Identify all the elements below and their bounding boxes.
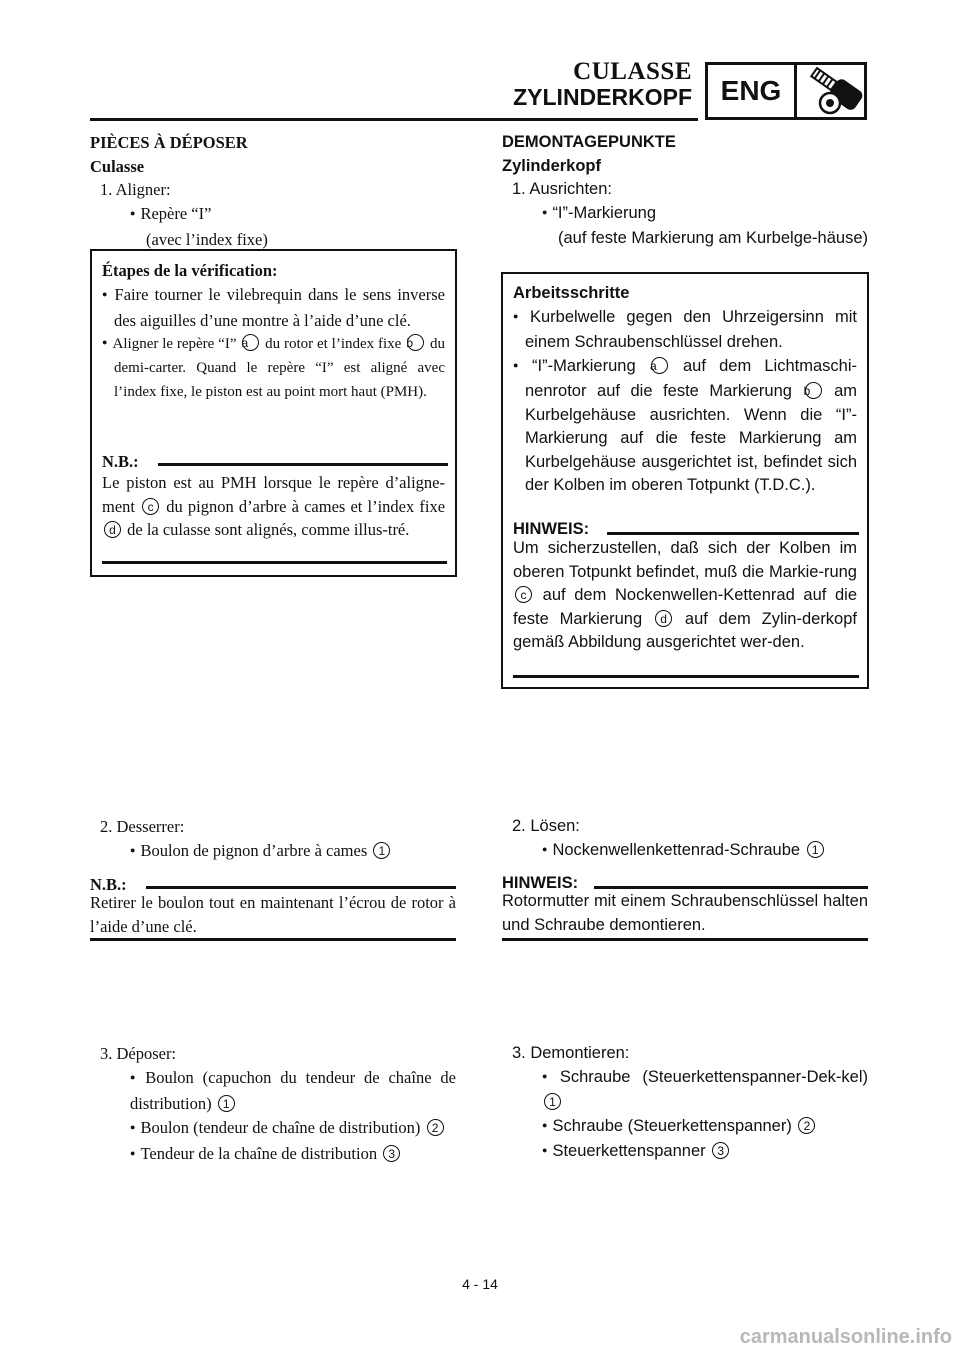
fr-step-2: 2. Desserrer: [100,817,185,836]
section-badge [705,62,867,120]
ref-d: d [655,610,672,627]
fr-nb2-label: N.B.: [90,875,127,894]
fr-nb2-end-rule [90,938,456,941]
fr-nb-rule [158,463,448,466]
fr-step-1-note: (avec l’index fixe) [146,230,268,249]
de-intro [502,131,868,251]
fr-step-3-item-1: ● Boulon (capuchon du tendeur de chaîne de distribution) 1 [90,1066,456,1116]
ref-a: a [651,357,668,374]
fr-subheading: Culasse [90,156,145,176]
fr-check-title: Étapes de la vérification: [102,261,278,280]
de-step-1-note: (auf feste Markierung am Kurbelge-häuse) [558,229,868,247]
de-heading: DEMONTAGEPUNKTE [502,133,676,151]
de-hinweis2-label: HINWEIS: [502,874,579,892]
page-number: 4 - 14 [462,1276,498,1292]
de-step-2: 2. Lösen: [512,817,580,835]
ref-2: 2 [798,1117,815,1134]
ref-c: c [515,586,532,603]
watermark: carmanualsonline.info [739,1326,952,1348]
ref-c: c [142,498,159,515]
de-check-title: Arbeitsschritte [513,284,630,302]
fr-step-1-item: ● Repère “I” [90,202,456,229]
ref-3: 3 [712,1142,729,1159]
fr-check-box [90,249,457,577]
fr-nb-text: Le piston est au PMH lorsque le repère d’aligne-ment c du pignon d’arbre à cames et l’index fixe d de la culasse sont alignés, comme illus-tré. [102,473,446,539]
de-hinweis-end-rule [513,675,859,678]
fr-step-3: 3. Déposer: [100,1044,177,1063]
fr-step-2-block [90,815,456,865]
ref-a: a [242,334,259,351]
section-badge-divider [794,65,797,117]
de-step-2-item: ● Nockenwellenkettenrad-Schraube 1 [502,839,868,865]
de-check-content [513,282,857,498]
de-step-1-item: ● “I”-Markierung [502,202,868,228]
de-step-3-block [502,1042,868,1166]
fr-step-3-item-2: ● Boulon (tendeur de chaîne de distribution) 2 [90,1116,456,1143]
de-check-box [501,272,869,689]
fr-nb-end-rule [102,561,447,564]
engine-wrench-icon [800,67,864,117]
ref-1: 1 [373,842,390,859]
ref-b: b [805,382,822,399]
header-title-fr: CULASSE [573,58,692,85]
de-hinweis2-rule [594,886,868,889]
fr-check-item-1: ● Faire tourner le vilebrequin dans le sens inverse des aiguilles d’une montre à l’aide d’une clé. [102,283,445,333]
ref-1: 1 [544,1093,561,1110]
ref-b: b [407,334,424,351]
fr-check-content [102,259,445,404]
de-step-1: 1. Ausrichten: [512,180,612,198]
fr-nb2-text: Retirer le boulon tout en maintenant l’écrou de rotor à l’aide d’une clé. [90,893,456,936]
fr-nb-label: N.B.: [102,452,139,471]
de-check-item-1: ● Kurbelwelle gegen den Uhrzeigersinn mit einem Schraubenschlüssel drehen. [513,306,857,355]
fr-check-item-2: ● Aligner le repère “I” a du rotor et l’index fixe b du demi-carter. Quand le repère “I” est aligné avec l’index fixe, le piston est au point mort haut (PMH). [102,333,445,405]
fr-nb2-rule [146,886,456,889]
ref-d: d [104,521,121,538]
ref-3: 3 [383,1145,400,1162]
de-step-2-block [502,815,868,864]
de-step-3-item-2: ● Schraube (Steuerkettenspanner) 2 [502,1115,868,1141]
fr-step-3-block [90,1042,456,1169]
ref-1: 1 [218,1095,235,1112]
header-rule [90,118,698,121]
ref-2: 2 [427,1119,444,1136]
de-hinweis-label: HINWEIS: [513,520,590,538]
de-subheading: Zylinderkopf [502,156,602,175]
de-step-3: 3. Demontieren: [512,1044,630,1062]
de-hinweis2-end-rule [502,938,868,941]
fr-step-1: 1. Aligner: [100,180,171,199]
section-badge-label: ENG [720,75,782,106]
ref-1: 1 [807,841,824,858]
fr-step-3-item-3: ● Tendeur de la chaîne de distribution 3 [90,1142,456,1169]
fr-heading: PIÈCES À DÉPOSER [90,133,248,152]
de-check-item-2: ● “I”-Markierung a auf dem Lichtmaschi-nenrotor auf die feste Markierung b am Kurbelgehäuse ausrichten. Wenn die “I”-Markierung auf die feste Markierung am Kurbelgehäuse ausgerichtet ist, befindet sich der Kolben im oberen Totpunkt (T.D.C.). [513,355,857,498]
de-step-3-item-1: ● Schraube (Steuerkettenspanner-Dek-kel) 1 [502,1066,868,1115]
fr-intro [90,131,456,252]
de-hinweis-rule [607,532,859,535]
fr-step-2-item: ● Boulon de pignon d’arbre à cames 1 [90,839,456,866]
header-title-de: ZYLINDERKOPF [513,84,692,110]
de-step-3-item-3: ● Steuerkettenspanner 3 [502,1140,868,1166]
de-hinweis-text: Um sicherzustellen, daß sich der Kolben im oberen Totpunkt befindet, muß die Markie-rung c auf dem Nockenwellen-Kettenrad auf die feste Markierung d auf dem Zylin-derkopf gemäß Abbildung ausgerichtet wer-den. [513,539,857,651]
de-hinweis2-text: Rotormutter mit einem Schraubenschlüssel halten und Schraube demontieren. [502,892,868,934]
